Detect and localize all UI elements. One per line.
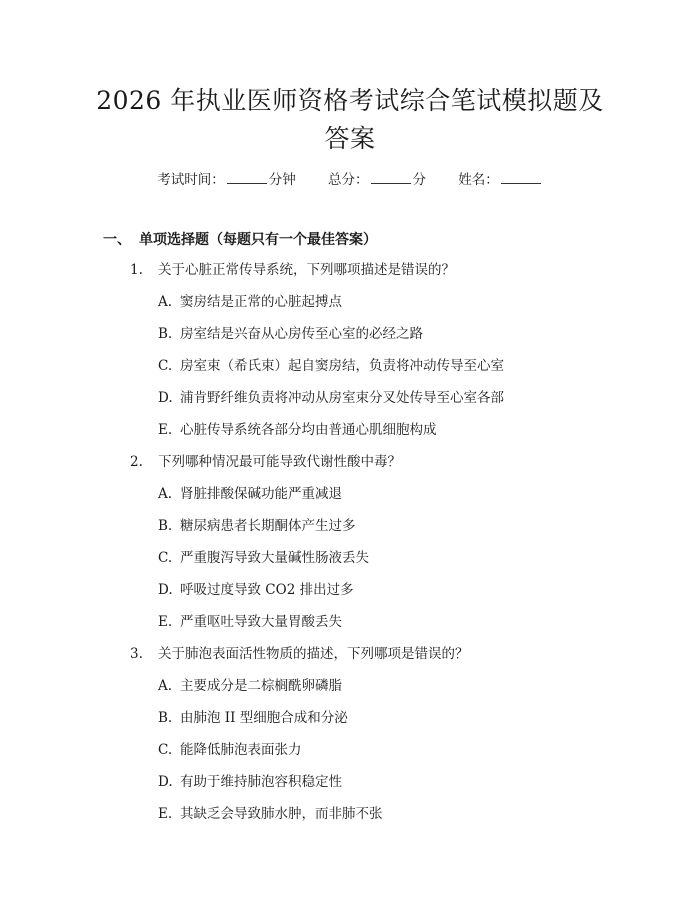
- answer-option: [158, 709, 348, 727]
- page-title: [60, 82, 640, 158]
- section-number: 一、: [103, 232, 131, 248]
- option-text: 窦房结是正常的心脏起搏点: [180, 294, 342, 310]
- answer-option: [158, 805, 383, 823]
- option-text: 浦肯野纤维负责将冲动从房室束分叉处传导至心室各部: [180, 390, 504, 406]
- total-score-blank: [371, 170, 411, 184]
- option-letter: C.: [158, 358, 173, 374]
- question-number: 3.: [130, 646, 143, 662]
- option-letter: E.: [158, 422, 173, 438]
- exam-time-blank: [227, 170, 267, 184]
- title-line-2: 答案: [324, 124, 376, 153]
- option-letter: C.: [158, 550, 173, 566]
- answer-option: [158, 581, 354, 599]
- title-line-1: 2026 年执业医师资格考试综合笔试模拟题及: [96, 86, 604, 115]
- option-text: 严重呕吐导致大量胃酸丢失: [180, 614, 342, 630]
- answer-option: [158, 325, 423, 343]
- exam-time-field: [157, 170, 296, 189]
- section-heading: [103, 231, 377, 249]
- question-text: 关于心脏正常传导系统，下列哪项描述是错误的？: [158, 262, 455, 278]
- option-letter: E.: [158, 614, 173, 630]
- total-score-field: [328, 170, 426, 189]
- option-text: 有助于维持肺泡容积稳定性: [180, 774, 342, 790]
- option-letter: D.: [158, 774, 173, 790]
- option-letter: A.: [158, 486, 173, 502]
- total-score-label: 总分：: [328, 172, 369, 188]
- answer-option: [158, 549, 369, 567]
- option-letter: E.: [158, 806, 173, 822]
- answer-option: [158, 613, 342, 631]
- answer-option: [158, 741, 302, 759]
- question-number: 2.: [130, 454, 143, 470]
- option-text: 能降低肺泡表面张力: [180, 742, 302, 758]
- answer-option: [158, 293, 342, 311]
- option-text: 心脏传导系统各部分均由普通心肌细胞构成: [180, 422, 437, 438]
- option-text: 肾脏排酸保碱功能严重减退: [180, 486, 342, 502]
- question-stem: [130, 645, 469, 663]
- answer-option: [158, 421, 437, 439]
- option-letter: A.: [158, 294, 173, 310]
- option-letter: C.: [158, 742, 173, 758]
- answer-option: [158, 677, 342, 695]
- section-title: 单项选择题（每题只有一个最佳答案）: [139, 232, 377, 248]
- answer-option: [158, 357, 504, 375]
- answer-option: [158, 773, 342, 791]
- option-text: 其缺乏会导致肺水肿，而非肺不张: [180, 806, 383, 822]
- option-text: 房室结是兴奋从心房传至心室的必经之路: [180, 326, 423, 342]
- answer-option: [158, 485, 342, 503]
- option-letter: B.: [158, 710, 173, 726]
- option-text: 由肺泡 II 型细胞合成和分泌: [180, 710, 348, 726]
- option-text: 糖尿病患者长期酮体产生过多: [180, 518, 356, 534]
- option-text: 主要成分是二棕榈酰卵磷脂: [180, 678, 342, 694]
- question-number: 1.: [130, 262, 143, 278]
- answer-option: [158, 389, 504, 407]
- option-text: 呼吸过度导致 CO2 排出过多: [180, 582, 354, 598]
- option-text: 房室束（希氏束）起自窦房结，负责将冲动传导至心室: [180, 358, 504, 374]
- option-letter: B.: [158, 518, 173, 534]
- exam-time-unit: 分钟: [268, 172, 296, 188]
- option-letter: B.: [158, 326, 173, 342]
- name-field: [458, 170, 543, 189]
- option-letter: A.: [158, 678, 173, 694]
- option-letter: D.: [158, 582, 173, 598]
- question-stem: [130, 261, 455, 279]
- question-stem: [130, 453, 401, 471]
- question-text: 关于肺泡表面活性物质的描述，下列哪项是错误的？: [158, 646, 469, 662]
- name-label: 姓名：: [458, 172, 499, 188]
- answer-option: [158, 517, 356, 535]
- option-text: 严重腹泻导致大量碱性肠液丢失: [180, 550, 369, 566]
- option-letter: D.: [158, 390, 173, 406]
- total-score-unit: 分: [412, 172, 426, 188]
- exam-info-line: [0, 170, 700, 189]
- question-text: 下列哪种情况最可能导致代谢性酸中毒？: [158, 454, 401, 470]
- exam-time-label: 考试时间：: [157, 172, 225, 188]
- name-blank: [501, 170, 541, 184]
